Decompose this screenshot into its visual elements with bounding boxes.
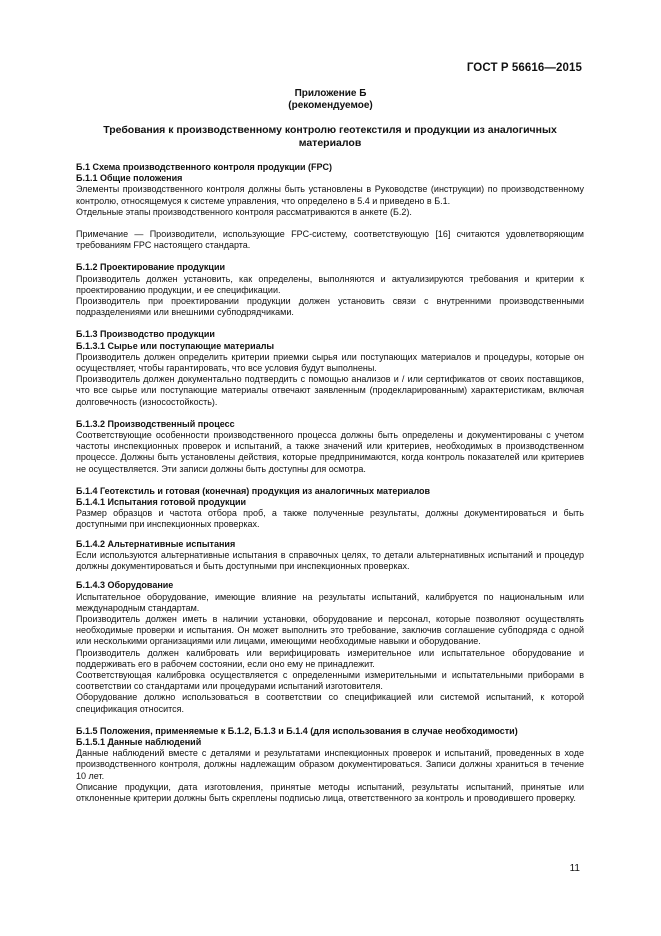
paragraph: Производитель должен калибровать или верифицировать измерительное или испытательное оборудование и поддерживать его в рабочем состоянии, если оно ему не принадлежит.: [76, 647, 584, 669]
appendix-title: Требования к производственному контролю геотекстиля и продукции из аналогичных материалов: [103, 124, 557, 149]
paragraph: Испытательное оборудование, имеющие влияние на результаты испытаний, калибруется по национальным или международным стандартам.: [76, 591, 584, 613]
paragraph: Производитель должен определить критерии приемки сырья или поступающих материалов и процедуры, которые он осуществляет, чтобы гарантировать, что все условия будут выполнены.: [76, 351, 584, 374]
subsection-heading: Б.1.4.3 Оборудование: [76, 580, 174, 591]
appendix-label: Приложение Б: [294, 88, 367, 99]
subsection-heading: Б.1.4.1 Испытания готовой продукции: [76, 497, 247, 508]
paragraph: Если используются альтернативные испытания в справочных целях, то детали альтернативных испытаний и процедур должны документироваться и быть доступными при инспекционных проверках.: [76, 549, 584, 572]
paragraph: Описание продукции, дата изготовления, принятые методы испытаний, результаты испытаний, принятые или отклоненные критерии должны быть скреплены подписью лица, ответственного за контроль и проводившего проверку.: [76, 781, 584, 803]
subsection-heading: Б.1.3.2 Производственный процесс: [76, 418, 235, 429]
page-number: 11: [569, 863, 580, 874]
subsection-heading: Б.1.5 Положения, применяемые к Б.1.2, Б.1.3 и Б.1.4 (для использования в случае необходимости): [76, 725, 518, 736]
subsection-heading: Б.1.3.1 Сырье или поступающие материалы: [76, 340, 275, 351]
paragraph: Производитель должен документально подтвердить с помощью анализов и / или сертификатов от своих поставщиков, что все сырье или поступающие материалы отвечают заявленным (продекларированным) характеристикам, включая долговечность (износостойкость).: [76, 374, 584, 407]
subsection-heading: Б.1.4.2 Альтернативные испытания: [76, 538, 236, 549]
paragraph: Производитель должен установить, как определены, выполняются и актуализируются требования и критерии к проектированию продукции, и ее спецификации.: [76, 273, 584, 295]
paragraph: Оборудование должно использоваться в соответствии со спецификацией или системой испытаний, к которой спецификация относится.: [76, 692, 584, 714]
paragraph: Элементы производственного контроля должны быть установлены в Руководстве (инструкции) по производственному контролю, относящемуся к системе управления, что определено в 5.4 и приведено в Б.1.: [76, 184, 584, 206]
subsection-heading: Б.1.2 Проектирование продукции: [76, 262, 226, 273]
paragraph: Данные наблюдений вместе с деталями и результатами инспекционных проверок и испытаний, проведенных в ходе производственного контроля, должны надлежащим образом документироваться. Записи должны храниться в течение 10 лет.: [76, 748, 584, 781]
paragraph: Соответствующие особенности производственного процесса должны быть определены и документированы с учетом частоты инспекционных проверок и испытаний, а также значений или критериев, необходимых в производственном процессе. Должны быть установлены действия, которые предпринимаются, когда контроль показателей или критериев не осуществляется. Эти записи должны быть доступны для осмотра.: [76, 430, 584, 474]
appendix-status: (рекомендуемое): [288, 100, 373, 111]
paragraph: Соответствующая калибровка осуществляется с определенными измерительными и испытательными приборами в соответствии со стандартами или процедурами испытаний изготовителя.: [76, 669, 584, 692]
document-body: [76, 162, 584, 804]
subsection-heading: Б.1.4 Геотекстиль и готовая (конечная) продукция из аналогичных материалов: [76, 485, 431, 496]
section-heading: Б.1 Схема производственного контроля продукции (FPC): [76, 162, 333, 172]
paragraph: Размер образцов и частота отбора проб, а также полученные результаты, должны документироваться и быть доступными при инспекционных проверках.: [76, 508, 584, 530]
subsection-heading: Б.1.3 Производство продукции: [76, 329, 215, 340]
subsection-heading: Б.1.1 Общие положения: [76, 173, 183, 184]
paragraph: Производитель должен иметь в наличии установки, оборудование и персонал, которые позволяют осуществлять необходимые проверки и испытания. Он может выполнить это требование, заключив соглашение субподряда с одной или несколькими организациями или лицами, имеющими необходимые навыки и оборудование.: [76, 613, 584, 647]
paragraph: Производитель при проектировании продукции должен установить связи с внутренними производственными подразделениями или внешними субподрядчиками.: [76, 296, 584, 318]
paragraph: Отдельные этапы производственного контроля рассматриваются в анкете (Б.2).: [76, 206, 412, 217]
appendix-heading: [0, 88, 661, 112]
note: Примечание — Производители, использующие FPC-систему, соответствующую [16] считаются удовлетворяющим требованиям FPC настоящего стандарта.: [76, 229, 584, 251]
document-number: ГОСТ Р 56616—2015: [466, 62, 582, 74]
subsection-heading: Б.1.5.1 Данные наблюдений: [76, 736, 202, 747]
